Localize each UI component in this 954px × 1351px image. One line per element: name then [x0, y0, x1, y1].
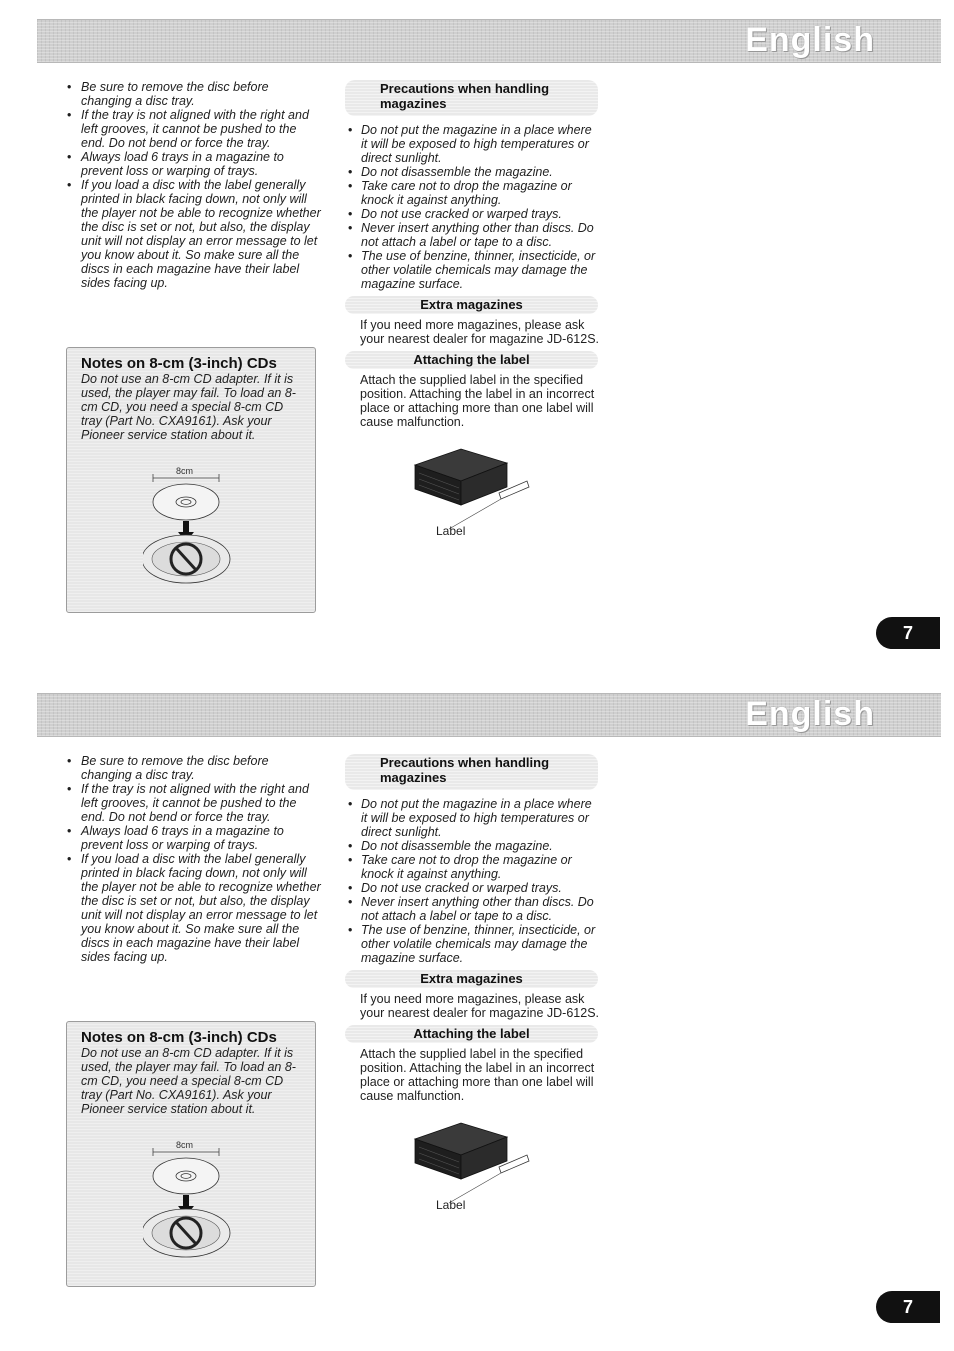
notes-text: Do not use an 8-cm CD adapter. If it is used, the player may fail. To load an 8-cm CD, you need a special 8-cm CD tray (Part No. CXA9161). Ask your Pioneer service station about it.: [81, 1046, 296, 1116]
list-item: • Always load 6 trays in a magazine to prevent loss or warping of trays.: [66, 824, 322, 852]
notes-text: Do not use an 8-cm CD adapter. If it is used, the player may fail. To load an 8-cm CD, you need a special 8-cm CD tray (Part No. CXA9161). Ask your Pioneer service station about it.: [81, 372, 296, 442]
list-item: • Never insert anything other than discs. Do not attach a label or tape to a disc.: [345, 221, 601, 249]
list-item: • Take care not to drop the magazine or knock it against anything.: [345, 853, 601, 881]
list-item: • If you load a disc with the label generally printed in black facing down, not only will the player not be able to recognize whether the disc is set or not, but also, the display unit will not display an error message to let you know about it. So make sure all the discs in each magazine have their label sides facing up.: [66, 178, 322, 290]
list-item: • Be sure to remove the disc before changing a disc tray.: [66, 754, 322, 782]
list-item: • Do not use cracked or warped trays.: [345, 881, 601, 895]
list-item: • Do not use cracked or warped trays.: [345, 207, 601, 221]
list-item: • If the tray is not aligned with the right and left grooves, it cannot be pushed to the end. Do not bend or force the tray.: [66, 782, 322, 824]
magazine-drawing: [411, 1117, 541, 1213]
notes-title: Notes on 8-cm (3-inch) CDs: [81, 355, 277, 372]
extra-magazines-text: If you need more magazines, please ask your nearest dealer for magazine JD-612S.: [360, 992, 600, 1020]
extra-magazines-text: If you need more magazines, please ask your nearest dealer for magazine JD-612S.: [360, 318, 600, 346]
list-item: • If you load a disc with the label generally printed in black facing down, not only will the player not be able to recognize whether the disc is set or not, but also, the display unit will not display an error message to let you know about it. So make sure all the discs in each magazine have their label sides facing up.: [66, 852, 322, 964]
middle-column: [345, 754, 601, 1213]
list-item: • The use of benzine, thinner, insecticide, or other volatile chemicals may damage the magazine surface.: [345, 923, 601, 965]
size-label: 8cm: [176, 1140, 194, 1150]
language-banner: [37, 693, 941, 737]
magazine-drawing: [411, 443, 541, 539]
disc-notes-list: [66, 80, 322, 290]
section-heading-precautions: Precautions when handling magazines: [345, 754, 598, 790]
manual-page-top: [0, 0, 954, 674]
list-item: • Do not disassemble the magazine.: [345, 839, 601, 853]
left-column: [66, 754, 322, 964]
page-number-tab: 7: [876, 1291, 940, 1323]
attaching-label-text: Attach the supplied label in the specified position. Attaching the label in an incorrect place or attaching more than one label will cause malfunction.: [360, 1047, 595, 1103]
section-heading-attaching-label: Attaching the label: [345, 351, 598, 369]
language-banner: [37, 19, 941, 63]
magazine-illustration: [411, 443, 541, 539]
list-item: • Take care not to drop the magazine or knock it against anything.: [345, 179, 601, 207]
notes-8cm-box: [66, 1021, 316, 1287]
disc-notes-list: [66, 754, 322, 964]
cd-tray-illustration: [143, 466, 243, 586]
notes-8cm-box: [66, 347, 316, 613]
list-item: • The use of benzine, thinner, insecticide, or other volatile chemicals may damage the magazine surface.: [345, 249, 601, 291]
list-item: • Be sure to remove the disc before changing a disc tray.: [66, 80, 322, 108]
middle-column: [345, 80, 601, 539]
magazine-illustration: [411, 1117, 541, 1213]
size-label: 8cm: [176, 466, 194, 476]
list-item: • If the tray is not aligned with the right and left grooves, it cannot be pushed to the end. Do not bend or force the tray.: [66, 108, 322, 150]
banner-title: English: [745, 21, 875, 59]
precautions-list: [345, 123, 601, 291]
page-number-tab: 7: [876, 617, 940, 649]
section-heading-precautions: Precautions when handling magazines: [345, 80, 598, 116]
banner-title: English: [745, 695, 875, 733]
precautions-list: [345, 797, 601, 965]
attaching-label-text: Attach the supplied label in the specified position. Attaching the label in an incorrect place or attaching more than one label will cause malfunction.: [360, 373, 595, 429]
list-item: • Never insert anything other than discs. Do not attach a label or tape to a disc.: [345, 895, 601, 923]
list-item: • Do not put the magazine in a place where it will be exposed to high temperatures or direct sunlight.: [345, 123, 601, 165]
section-heading-extra-magazines: Extra magazines: [345, 296, 598, 314]
list-item: • Do not disassemble the magazine.: [345, 165, 601, 179]
left-column: [66, 80, 322, 290]
list-item: • Do not put the magazine in a place where it will be exposed to high temperatures or direct sunlight.: [345, 797, 601, 839]
manual-page-bottom: [0, 674, 954, 1348]
section-heading-extra-magazines: Extra magazines: [345, 970, 598, 988]
label-caption: Label: [436, 524, 466, 538]
cd-tray-illustration: [143, 1140, 243, 1260]
notes-title: Notes on 8-cm (3-inch) CDs: [81, 1029, 277, 1046]
list-item: • Always load 6 trays in a magazine to prevent loss or warping of trays.: [66, 150, 322, 178]
section-heading-attaching-label: Attaching the label: [345, 1025, 598, 1043]
label-caption: Label: [436, 1198, 466, 1212]
